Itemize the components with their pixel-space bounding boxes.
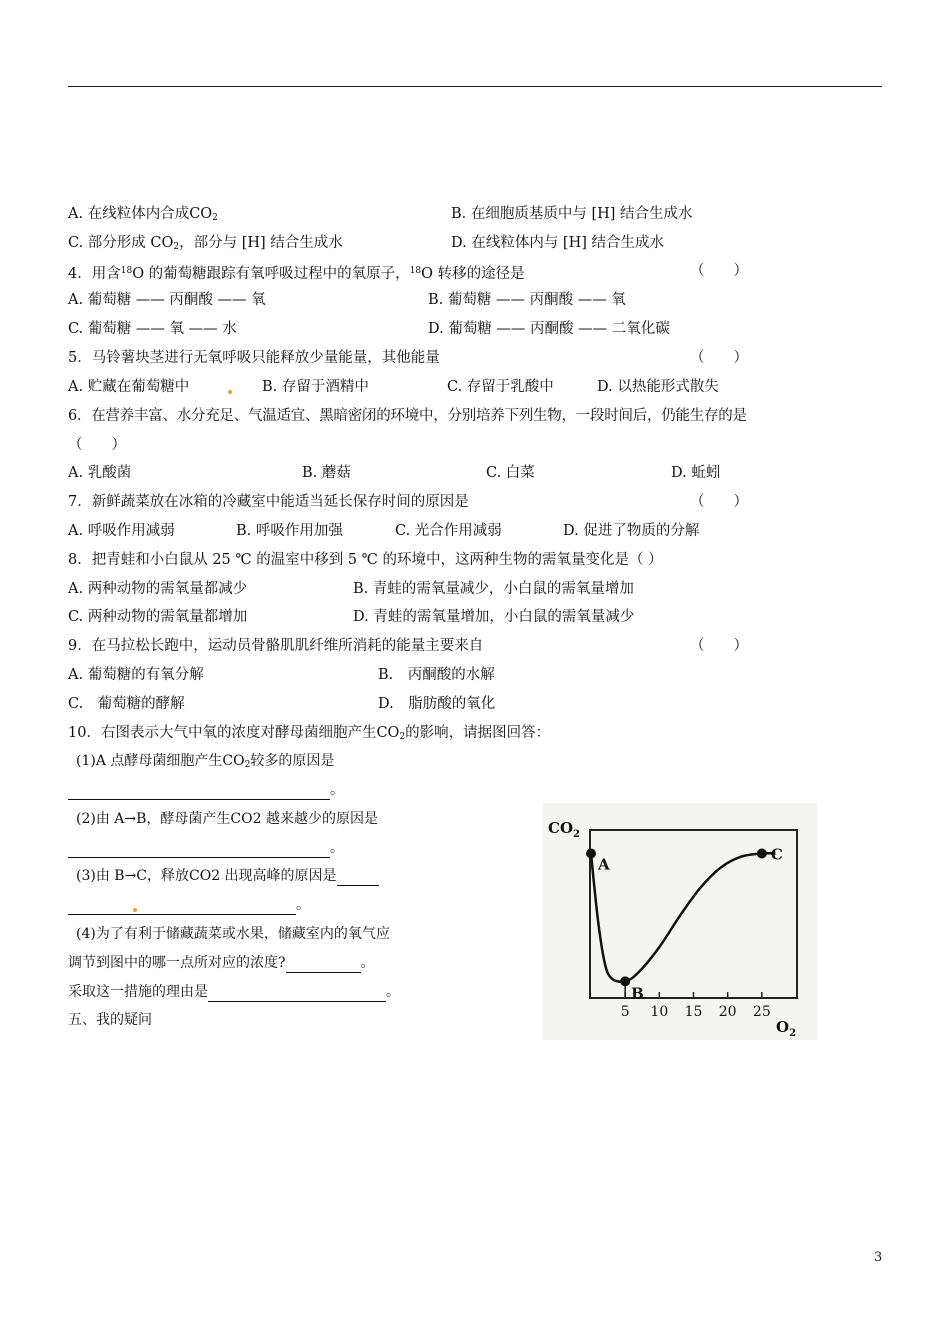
q10-sub1: (1)A 点酵母菌细胞产生$CO_2$较多的原因是 xyxy=(76,753,335,770)
q6-option-a: A. 乳酸菌 xyxy=(68,465,132,481)
q10-sub3: (3)由 B→C，释放CO2 出现高峰的原因是 xyxy=(76,866,379,886)
q4-option-c: C. 葡萄糖 —— 氧 —— 水 xyxy=(68,321,237,337)
chart-svg xyxy=(543,803,817,1040)
q8-option-b: B. 青蛙的需氧量减少，小白鼠的需氧量增加 xyxy=(353,581,634,597)
section-5-heading: 五、我的疑问 xyxy=(68,1012,152,1028)
q9-option-d: D. 脂肪酸的氧化 xyxy=(378,696,496,712)
stray-mark xyxy=(228,390,232,394)
q9-answer-paren: （ ） xyxy=(690,638,748,654)
q8-option-a: A. 两种动物的需氧量都减少 xyxy=(68,581,248,597)
q3-option-b: B. 在细胞质基质中与 [H] 结合生成水 xyxy=(451,206,693,222)
answer-blank-3a[interactable] xyxy=(337,869,379,886)
q9-option-a: A. 葡萄糖的有氧分解 xyxy=(68,667,204,683)
q10-sub2-answer: 。 xyxy=(68,838,344,858)
x-axis-label: $O_2$ xyxy=(776,1018,797,1039)
q10-sub3-answer: 。 xyxy=(68,895,310,915)
q4-option-b: B. 葡萄糖 —— 丙酮酸 —— 氧 xyxy=(428,292,626,308)
q6-stem: 6．在营养丰富、水分充足、气温适宜、黑暗密闭的环境中，分别培养下列生物，一段时间后，仍能生存的是 xyxy=(68,408,747,424)
q10-sub4-line3: 采取这一措施的理由是 。 xyxy=(68,984,400,1000)
q8-option-c: C. 两种动物的需氧量都增加 xyxy=(68,609,248,625)
q5-option-b: B. 存留于酒精中 xyxy=(262,379,369,395)
answer-blank-4a[interactable] xyxy=(286,956,361,973)
q3-option-a: A. 在线粒体内合成$CO_2$ xyxy=(68,206,218,223)
x-tick-label: 20 xyxy=(718,1004,737,1020)
q10-stem: 10．右图表示大气中氧的浓度对酵母菌细胞产生$CO_2$的影响，请据图回答： xyxy=(68,725,551,742)
q7-option-a: A. 呼吸作用减弱 xyxy=(68,523,175,539)
q5-option-a: A. 贮藏在葡萄糖中 xyxy=(68,379,190,395)
co2-curve xyxy=(591,853,776,982)
q6-option-b: B. 蘑菇 xyxy=(302,465,351,481)
answer-blank-4b[interactable] xyxy=(208,985,386,1002)
co2-o2-chart xyxy=(543,803,817,1040)
q10-sub1-answer: 。 xyxy=(68,780,344,800)
x-tick-label: 15 xyxy=(684,1004,703,1020)
header-rule xyxy=(68,86,882,87)
q3-option-d: D. 在线粒体内与 [H] 结合生成水 xyxy=(451,235,665,251)
q5-stem: 5．马铃薯块茎进行无氧呼吸只能释放少量能量，其他能量 xyxy=(68,350,440,366)
q7-option-d: D. 促进了物质的分解 xyxy=(563,523,700,539)
answer-blank-1[interactable] xyxy=(68,783,330,800)
q10-sub2: (2)由 A→B，酵母菌产生CO2 越来越少的原因是 xyxy=(76,811,378,827)
point-a xyxy=(586,848,596,858)
page-number: 3 xyxy=(874,1250,883,1265)
q6-answer-paren: （ ） xyxy=(68,437,126,453)
q3-option-c: C. 部分形成 $CO_2$，部分与 [H] 结合生成水 xyxy=(68,235,343,252)
x-tick-label: 5 xyxy=(620,1004,630,1020)
q8-option-d: D. 青蛙的需氧量增加，小白鼠的需氧量减少 xyxy=(353,609,635,625)
point-label-a: A xyxy=(598,855,610,874)
q9-stem: 9．在马拉松长跑中，运动员骨骼肌肌纤维所消耗的能量主要来自 xyxy=(68,638,484,654)
q8-stem: 8．把青蛙和小白鼠从 25 ℃ 的温室中移到 5 ℃ 的环境中，这两种生物的需氧量变化是（ ） xyxy=(68,552,663,568)
y-axis-label: $CO_2$ xyxy=(548,819,580,840)
point-label-c: C xyxy=(770,845,783,864)
q7-answer-paren: （ ） xyxy=(690,494,748,510)
point-label-b: B xyxy=(631,984,644,1003)
q4-stem: 4．用含$^{18}$O 的葡萄糖跟踪有氧呼吸过程中的氧原子，$^{18}$O 转移的途径是 xyxy=(68,266,525,282)
q7-stem: 7．新鲜蔬菜放在冰箱的冷藏室中能适当延长保存时间的原因是 xyxy=(68,494,469,510)
x-tick-label: 25 xyxy=(752,1004,771,1020)
q6-option-c: C. 白菜 xyxy=(486,465,535,481)
x-tick-label: 10 xyxy=(650,1004,669,1020)
answer-blank-3b[interactable] xyxy=(68,898,296,915)
point-c xyxy=(757,848,767,858)
q6-option-d: D. 蚯蚓 xyxy=(671,465,721,481)
q9-option-b: B. 丙酮酸的水解 xyxy=(378,667,495,683)
answer-blank-2[interactable] xyxy=(68,841,330,858)
stray-mark xyxy=(133,908,137,912)
q7-option-b: B. 呼吸作用加强 xyxy=(236,523,343,539)
q4-option-a: A. 葡萄糖 —— 丙酮酸 —— 氧 xyxy=(68,292,266,308)
q9-option-c: C. 葡萄糖的酵解 xyxy=(68,696,185,712)
q10-sub4-line1: (4)为了有利于储藏蔬菜或水果，储藏室内的氧气应 xyxy=(76,926,390,942)
q5-answer-paren: （ ） xyxy=(690,350,748,366)
q5-option-d: D. 以热能形式散失 xyxy=(597,379,719,395)
q5-option-c: C. 存留于乳酸中 xyxy=(447,379,554,395)
q4-answer-paren: （ ） xyxy=(690,263,748,279)
q10-sub4-line2: 调节到图中的哪一点所对应的浓度? 。 xyxy=(68,955,375,971)
q7-option-c: C. 光合作用减弱 xyxy=(395,523,502,539)
q4-option-d: D. 葡萄糖 —— 丙酮酸 —— 二氧化碳 xyxy=(428,321,670,337)
